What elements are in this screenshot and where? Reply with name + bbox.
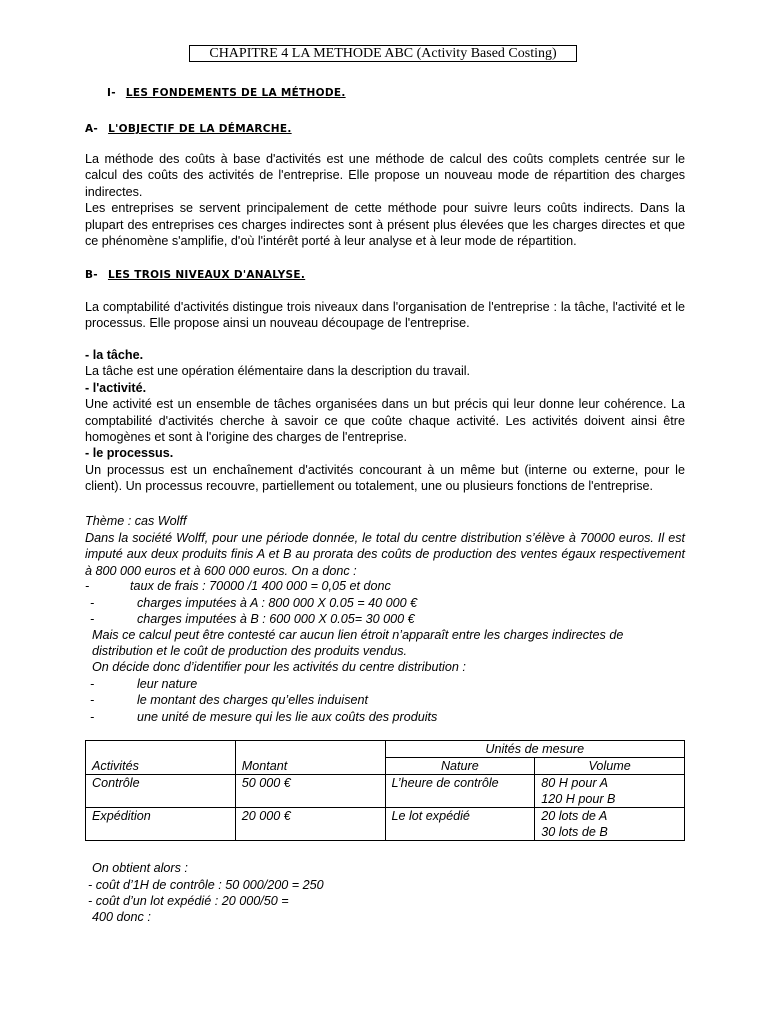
- tache-text: La tâche est une opération élémentaire dans la description du travail.: [85, 364, 471, 379]
- header-volume: Volume: [535, 758, 685, 775]
- bullet-montant: le montant des charges qu’elles induisent: [137, 693, 369, 707]
- processus-text: Un processus est un enchaînement d'activités concourant à un même but (interne ou externe, pour le client). Un processus recouvre, partiellement ou totalement, une ou plusieurs fonctions de l'entreprise.: [85, 462, 685, 494]
- decide-line: On décide donc d’identifier pour les activités du centre distribution :: [92, 660, 466, 674]
- paragraph-a2: Les entreprises se servent principalement de cette méthode pour suivre leurs coûts indirects. Dans la plupart des entreprises ces charges indirectes sont à présent plus élevées que les charges directes et que ce phénomène s'amplifie, d'où l'intérêt porté à leur analyse et à leur mode de répartition.: [85, 201, 685, 249]
- section-b-heading: [85, 267, 305, 283]
- cout-heure-line: - coût d’1H de contrôle : 50 000/200 = 250: [88, 878, 324, 892]
- bullet-unite: une unité de mesure qui les lie aux coûts des produits: [137, 710, 438, 724]
- dash-taux: -: [85, 579, 90, 593]
- dash-bullet-2: -: [90, 693, 95, 707]
- charges-b-line: charges imputées à B : 600 000 X 0.05= 30 000 €: [137, 612, 415, 626]
- processus-label: - le processus.: [85, 446, 174, 461]
- dash-bullet-1: -: [90, 677, 95, 691]
- header-activites: Activités: [86, 741, 236, 775]
- charges-a-line: charges imputées à A : 800 000 X 0.05 = 40 000 €: [137, 596, 418, 610]
- tache-label: - la tâche.: [85, 348, 144, 362]
- dash-bullet-3: -: [90, 710, 95, 724]
- volume-line-2: 120 H pour B: [541, 792, 616, 806]
- volume-line-2: 30 lots de B: [541, 825, 608, 839]
- table-row: [86, 775, 685, 808]
- measures-table: [85, 740, 685, 841]
- cell-montant: 50 000 €: [235, 775, 385, 808]
- dash-charges-b: -: [90, 612, 95, 626]
- cell-nature: Le lot expédié: [385, 808, 535, 841]
- section-1-heading: [107, 85, 346, 101]
- volume-line-1: 80 H pour A: [541, 776, 608, 790]
- chapter-title: CHAPITRE 4 LA METHODE ABC (Activity Based Costing): [189, 45, 577, 62]
- wolff-paragraph: Dans la société Wolff, pour une période donnée, le total du centre distribution s’élève à 70000 euros. Il est imputé aux deux produits finis A et B au prorata des coûts de production des ventes égaux respectivement à 800 000 euros et à 600 000 euros. On a donc :: [85, 531, 685, 578]
- cout-lot-line: - coût d’un lot expédié : 20 000/50 =: [88, 894, 289, 908]
- section-a-heading: [85, 121, 292, 137]
- header-montant: Montant: [235, 741, 385, 775]
- obtient-line: On obtient alors :: [92, 861, 188, 875]
- activite-label: - l'activité.: [85, 380, 147, 395]
- table-header-row-1: [86, 741, 685, 758]
- mais-paragraph: Mais ce calcul peut être contesté car aucun lien étroit n’apparaît entre les charges indirectes de distribution et le coût de production des produits vendus.: [92, 628, 624, 659]
- theme-title: Thème : cas Wolff: [85, 514, 187, 528]
- cell-montant: 20 000 €: [235, 808, 385, 841]
- activite-text: Une activité est un ensemble de tâches organisées dans un but précis qui leur donne leur cohérence. La comptabilité d'activités cherche à savoir ce que coûte chaque activité. Les activités doivent ainsi être homogènes et sont à l'origine des charges de l'entreprise.: [85, 397, 685, 445]
- cell-activite: Contrôle: [86, 775, 236, 808]
- donc-line: 400 donc :: [92, 910, 151, 924]
- taux-line: taux de frais : 70000 /1 400 000 = 0,05 et donc: [130, 579, 391, 593]
- paragraph-a1: La méthode des coûts à base d'activités est une méthode de calcul des coûts complets centrée sur le calcul des coûts des activités de l'entreprise. Elle propose un nouveau mode de répartition des charges indirectes.: [85, 152, 685, 199]
- section-1-number: I-: [107, 87, 116, 99]
- volume-line-1: 20 lots de A: [541, 809, 608, 823]
- cell-activite: Expédition: [86, 808, 236, 841]
- cell-volume: [535, 808, 685, 841]
- cell-volume: [535, 775, 685, 808]
- header-nature: Nature: [385, 758, 535, 775]
- section-b-number: B-: [85, 269, 98, 281]
- section-a-title: L'OBJECTIF DE LA DÉMARCHE.: [108, 123, 292, 135]
- bullet-nature: leur nature: [137, 677, 198, 691]
- cell-nature: L’heure de contrôle: [385, 775, 535, 808]
- dash-charges-a: -: [90, 596, 95, 610]
- header-unites-mesure: Unités de mesure: [385, 741, 685, 758]
- section-b-body: [85, 299, 685, 332]
- table-row: [86, 808, 685, 841]
- section-1-title: LES FONDEMENTS DE LA MÉTHODE.: [125, 87, 346, 99]
- section-b-title: LES TROIS NIVEAUX D'ANALYSE.: [107, 269, 306, 281]
- paragraph-b1: La comptabilité d'activités distingue trois niveaux dans l'organisation de l'entreprise : la tâche, l'activité et le processus. Elle propose ainsi un nouveau découpage de l'entreprise.: [85, 300, 685, 331]
- section-a-number: A-: [85, 123, 99, 135]
- section-a-body: [85, 151, 685, 249]
- levels-list: [85, 347, 685, 495]
